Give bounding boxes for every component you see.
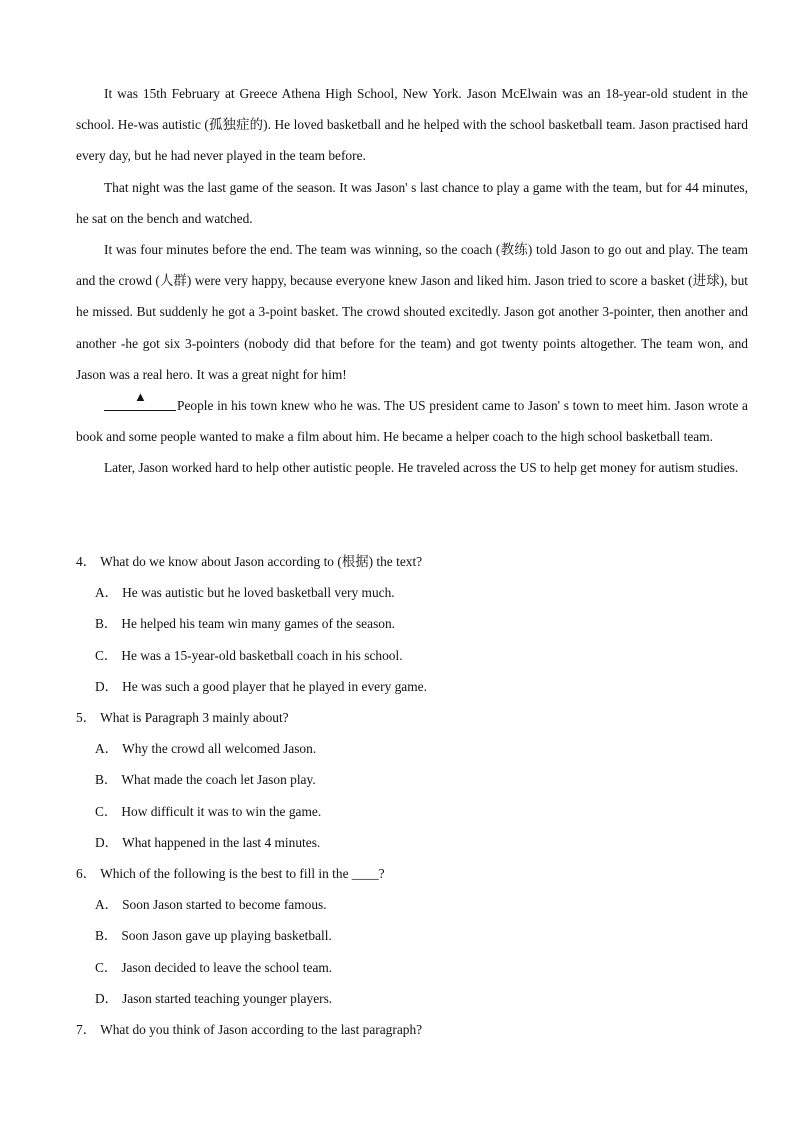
option-text: Why the crowd all welcomed Jason. [122,741,317,757]
option-c [76,640,748,671]
question-text: What do you think of Jason according to the last paragraph? [100,1022,423,1038]
question-text: Which of the following is the best to fill in the ____? [100,866,385,882]
question-text: What is Paragraph 3 mainly about? [100,710,289,726]
option-letter: D． [95,990,119,1006]
option-letter: C． [95,647,118,663]
passage-paragraph-4-text: People in his town knew who he was. The US president came to Jason' s town to meet him. Jason wrote a book and some people wanted to make a film about him. He became a helper coach to the high school basketball team. [76,398,748,445]
option-letter: D． [95,678,119,694]
question-6 [76,858,748,1014]
question-5 [76,702,748,858]
option-text: He was such a good player that he played in every game. [122,678,427,694]
option-letter: A． [95,897,119,913]
option-text: What made the coach let Jason play. [121,772,316,788]
question-number: 4． [76,554,97,569]
option-c [76,952,748,983]
question-number: 5． [76,710,97,726]
option-text: He was autistic but he loved basketball very much. [122,585,395,601]
blank-triangle-icon: ▲ [134,389,147,405]
option-letter: B． [95,616,118,632]
option-d [76,671,748,702]
option-a [76,577,748,608]
passage-paragraph-2: That night was the last game of the season. It was Jason' s last chance to play a game with the team, but for 44 minutes, he sat on the bench and watched. [76,179,748,226]
option-text: He was a 15-year-old basketball coach in his school. [121,647,403,663]
question-text: What do we know about Jason according to (根据) the text? [100,554,423,569]
option-a [76,733,748,764]
option-letter: B． [95,928,118,944]
option-text: He helped his team win many games of the season. [121,616,396,632]
question-list [76,546,748,1045]
option-a [76,889,748,920]
question-stem [76,546,748,577]
option-letter: A． [95,741,119,757]
question-stem [76,702,748,733]
passage-paragraph-4 [76,390,748,452]
option-text: Jason decided to leave the school team. [121,959,333,975]
option-text: Jason started teaching younger players. [122,990,333,1006]
passage-paragraph-3: It was four minutes before the end. The team was winning, so the coach (教练) told Jason to go out and play. The team and the crowd (人群) were very happy, because everyone knew Jason and liked him. Jason tried to score a basket (进球), but he missed. But suddenly he got a 3-point basket. The crowd shouted excitedly. Jason got another 3-pointer, then another and another -he got six 3-pointers (nobody did that before for the team) and got twenty points altogether. The team won, and Jason was a real hero. It was a great night for him! [76,242,748,382]
option-letter: B． [95,772,118,788]
option-c [76,796,748,827]
question-number: 7． [76,1022,97,1038]
question-4 [76,546,748,702]
option-letter: D． [95,834,119,850]
reading-passage [76,78,748,484]
question-stem [76,858,748,889]
passage-paragraph-5: Later, Jason worked hard to help other autistic people. He traveled across the US to help get money for autism studies. [104,460,739,476]
option-d [76,983,748,1014]
option-letter: C． [95,959,118,975]
option-letter: C． [95,803,118,819]
option-text: What happened in the last 4 minutes. [122,834,321,850]
option-b [76,764,748,795]
option-d [76,827,748,858]
option-b [76,608,748,639]
option-text: Soon Jason gave up playing basketball. [121,928,332,944]
question-stem [76,1014,748,1045]
passage-paragraph-1: It was 15th February at Greece Athena High School, New York. Jason McElwain was an 18-year-old student in the school. He-was autistic (孤独症的). He loved basketball and he helped with the school basketball team. Jason practised hard every day, but he had never played in the team before. [76,86,748,164]
option-b [76,920,748,951]
option-text: Soon Jason started to become famous. [122,897,327,913]
question-number: 6． [76,866,97,882]
option-text: How difficult it was to win the game. [121,803,322,819]
option-letter: A． [95,585,119,601]
question-7 [76,1014,748,1045]
fill-in-blank [104,389,176,411]
